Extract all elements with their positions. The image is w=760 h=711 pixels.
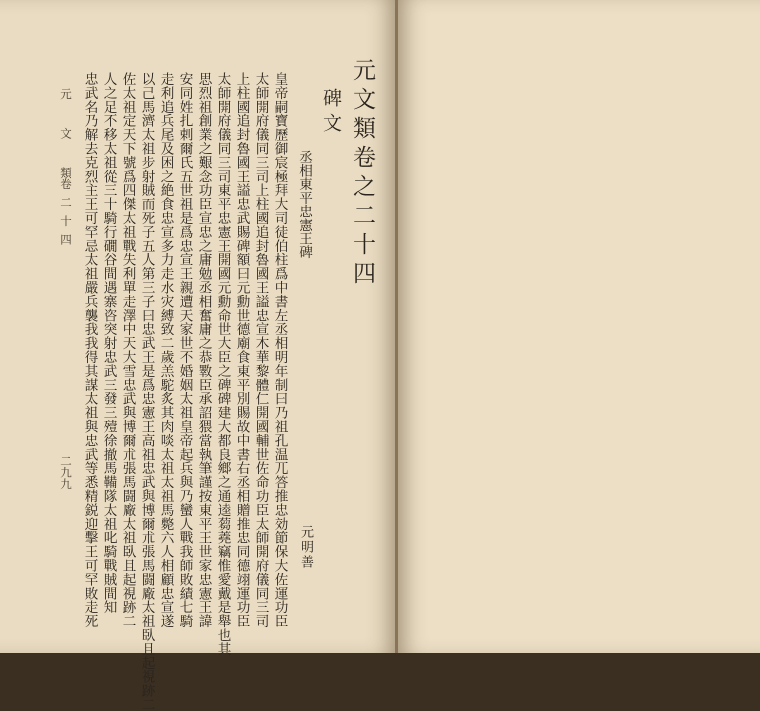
volume-title: 元文類卷之二十四 <box>349 58 375 290</box>
text-column-8: 以己馬濟太祖步射賊而死子五人第三子曰忠武王是爲忠憲王高祖忠武與博爾朮張馬闘廠太祖臥且起視跡二 <box>138 72 155 711</box>
right-page <box>398 0 760 653</box>
text-column-7: 走利追兵尾及困之絶食忠宣多力走水灾縛致二歲羔駝炙其肉啖太祖太祖馬斃六人相顧忠宣遂 <box>157 72 174 628</box>
text-column-1: 皇帝嗣寶歷御宸極拜大司徒伯柱爲中書左丞相明年制曰乃祖孔温兀答推忠効節保大佐運功臣 <box>271 72 288 628</box>
text-column-2: 太師開府儀同三司上柱國追封魯國王謚忠宣木華黎體仁開國輔世佐命功臣太師開府儀同三司 <box>252 72 269 628</box>
text-column-6: 安同姓扎剌爾氏五世祖是爲忠宣王親遭天家世不婚姻太祖皇帝起兵與乃蠻人戰我師敗績七騎 <box>176 72 193 628</box>
text-column-5: 思烈祖創業之艱念功臣宣忠之庸勉丞相奮庸之恭斁臣承詔猥當執筆謹按東平王世家忠憲王諱 <box>195 72 212 628</box>
folio-title: 元 文 類 <box>59 88 73 186</box>
folio-volume: 卷二十四 <box>59 178 73 252</box>
author-name: 元明善 <box>298 525 313 570</box>
text-column-9: 佐太祖定天下號爲四傑太祖戰失利單走澤中天大雪忠武與博爾朮張馬闘廠太祖臥且起視跡二 <box>119 72 136 628</box>
page-number: 二九九 <box>59 455 73 490</box>
text-column-3: 上柱國追封魯國王謚忠武賜碑額曰元勳世德廟食東平別賜故中書右丞相贈推忠同德翊運功臣 <box>233 72 250 628</box>
text-column-11: 忠武名乃解去克烈主王可罕忌太祖嚴兵襲我我得其謀太祖與忠武等悉精鋭迎擊王可罕敗走死 <box>81 72 98 628</box>
text-column-10: 人之足不移太祖從三十騎行礀谷間遇寨咨突射忠武三發三殪徐撤馬鞴隊太祖叱騎戰賊間知 <box>100 72 117 615</box>
text-column-4: 太師開府儀同三司東平忠憲王開國元勳命世大臣之碑碑建大都良鄉之通逵蒭蕘竊惟愛戴是舉也其 <box>214 72 231 656</box>
inscription-title: 丞相東平忠憲王碑 <box>296 150 312 259</box>
section-heading: 碑文 <box>320 88 342 138</box>
